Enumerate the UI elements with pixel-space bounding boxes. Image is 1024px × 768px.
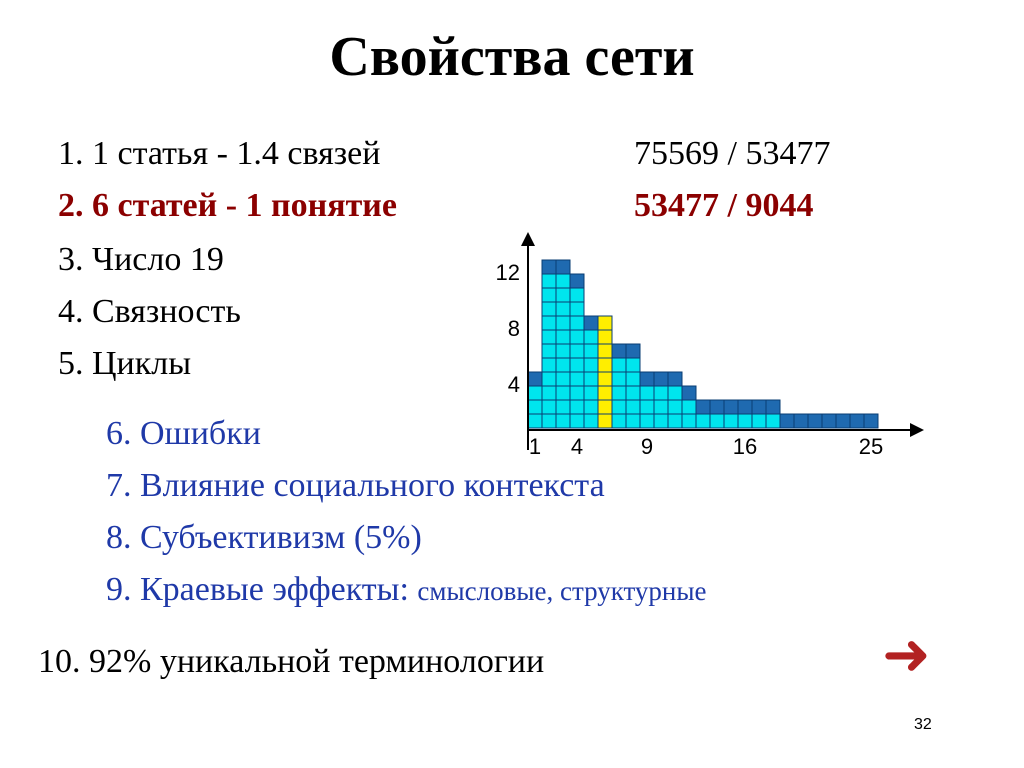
item-1-value: 75569 / 53477 xyxy=(634,135,831,172)
histogram-bar-24 xyxy=(850,414,864,428)
histogram-cell xyxy=(598,414,612,428)
list-item-5: 5. Циклы xyxy=(58,345,192,382)
histogram-cell xyxy=(724,400,738,414)
histogram-cell xyxy=(598,386,612,400)
histogram-cell xyxy=(584,358,598,372)
histogram-cell xyxy=(598,400,612,414)
histogram-cell xyxy=(654,414,668,428)
x-tick-label: 16 xyxy=(732,434,758,459)
histogram-bar-23 xyxy=(836,414,850,428)
list-item-10: 10. 92% уникальной терминологии xyxy=(38,643,545,680)
list-item-9-label: 9. Краевые эффекты: xyxy=(106,571,409,608)
list-item-1: 1. 1 статья - 1.4 связей xyxy=(58,135,381,172)
x-tick-label: 9 xyxy=(640,434,654,459)
histogram-cell xyxy=(626,386,640,400)
histogram-cell xyxy=(542,386,556,400)
histogram-cell xyxy=(654,386,668,400)
histogram-cell xyxy=(542,372,556,386)
histogram-cell xyxy=(808,414,822,428)
histogram-cell xyxy=(668,400,682,414)
list-item-4: 4. Связность xyxy=(58,293,241,330)
histogram-cell xyxy=(556,302,570,316)
histogram-cell xyxy=(640,400,654,414)
histogram-cell xyxy=(668,414,682,428)
histogram-cell xyxy=(570,400,584,414)
histogram-cell xyxy=(626,358,640,372)
histogram-cell xyxy=(570,316,584,330)
histogram-cell xyxy=(570,344,584,358)
list-item-6: 6. Ошибки xyxy=(106,415,261,452)
histogram-cell xyxy=(570,330,584,344)
histogram-cell xyxy=(696,414,710,428)
histogram-cell xyxy=(584,400,598,414)
histogram-cell xyxy=(570,358,584,372)
histogram-cell xyxy=(556,386,570,400)
histogram-cell xyxy=(556,372,570,386)
histogram-bar-6 xyxy=(598,316,612,428)
x-tick-label: 25 xyxy=(858,434,884,459)
histogram-cell xyxy=(556,358,570,372)
histogram-cell xyxy=(598,316,612,330)
histogram-bar-4 xyxy=(570,274,584,428)
histogram-bar-5 xyxy=(584,316,598,428)
histogram-cell xyxy=(584,386,598,400)
item-2-value: 53477 / 9044 xyxy=(634,187,814,224)
histogram-cell xyxy=(640,386,654,400)
histogram-cell xyxy=(584,414,598,428)
list-item-7: 7. Влияние социального контекста xyxy=(106,467,605,504)
histogram-cell xyxy=(640,372,654,386)
list-item-9-note: смысловые, структурные xyxy=(417,576,707,606)
x-tick-label: 4 xyxy=(570,434,584,459)
histogram-bar-13 xyxy=(696,400,710,428)
histogram-cell xyxy=(724,414,738,428)
histogram-cell xyxy=(542,260,556,274)
histogram-bar-19 xyxy=(780,414,794,428)
histogram-cell xyxy=(556,400,570,414)
slide-title: Свойства сети xyxy=(329,26,695,88)
histogram-bar-25 xyxy=(864,414,878,428)
histogram-cell xyxy=(542,302,556,316)
histogram-cell xyxy=(864,414,878,428)
list-item-9 xyxy=(106,570,707,611)
list-item-3: 3. Число 19 xyxy=(58,241,224,278)
histogram-cell xyxy=(528,372,542,386)
histogram-cell xyxy=(528,386,542,400)
histogram-cell xyxy=(780,414,794,428)
histogram-cell xyxy=(752,400,766,414)
histogram-cell xyxy=(738,400,752,414)
histogram-cell xyxy=(626,400,640,414)
histogram-bars xyxy=(528,260,878,428)
histogram-bar-15 xyxy=(724,400,738,428)
histogram-bar-16 xyxy=(738,400,752,428)
y-tick-label: 4 xyxy=(507,372,520,397)
histogram-cell xyxy=(612,344,626,358)
histogram-bar-17 xyxy=(752,400,766,428)
y-tick-label: 8 xyxy=(507,316,520,341)
histogram-cell xyxy=(850,414,864,428)
histogram-cell xyxy=(542,288,556,302)
histogram-bar-7 xyxy=(612,344,626,428)
histogram-cell xyxy=(696,400,710,414)
histogram-cell xyxy=(570,386,584,400)
histogram-cell xyxy=(570,288,584,302)
histogram-cell xyxy=(612,372,626,386)
histogram-cell xyxy=(570,372,584,386)
histogram-bar-18 xyxy=(766,400,780,428)
histogram-cell xyxy=(766,400,780,414)
histogram-cell xyxy=(682,414,696,428)
histogram-cell xyxy=(794,414,808,428)
y-axis-arrowhead xyxy=(521,232,535,246)
histogram-cell xyxy=(570,302,584,316)
histogram-cell xyxy=(654,372,668,386)
histogram-cell xyxy=(738,414,752,428)
histogram-cell xyxy=(556,330,570,344)
histogram-cell xyxy=(584,316,598,330)
histogram-bar-22 xyxy=(822,414,836,428)
histogram-cell xyxy=(626,414,640,428)
histogram-cell xyxy=(556,274,570,288)
histogram-bar-8 xyxy=(626,344,640,428)
histogram-bar-10 xyxy=(654,372,668,428)
histogram-cell xyxy=(612,414,626,428)
histogram-cell xyxy=(766,414,780,428)
list-item-8: 8. Субъективизм (5%) xyxy=(106,519,422,556)
histogram-cell xyxy=(710,400,724,414)
histogram-cell xyxy=(682,400,696,414)
histogram-cell xyxy=(598,372,612,386)
x-axis-arrowhead xyxy=(910,423,924,437)
histogram-cell xyxy=(612,386,626,400)
histogram-cell xyxy=(836,414,850,428)
histogram-cell xyxy=(752,414,766,428)
histogram-cell xyxy=(570,274,584,288)
y-tick-label: 12 xyxy=(495,260,520,285)
histogram-bar-3 xyxy=(556,260,570,428)
arrow-right-icon[interactable]: ➜ xyxy=(882,620,931,688)
histogram-cell xyxy=(612,400,626,414)
histogram-cell xyxy=(598,344,612,358)
x-tick-label: 1 xyxy=(528,434,542,459)
histogram-cell xyxy=(598,330,612,344)
histogram-cell xyxy=(556,414,570,428)
histogram-cell xyxy=(626,344,640,358)
list-item-2: 2. 6 статей - 1 понятие xyxy=(58,187,397,224)
histogram-cell xyxy=(626,372,640,386)
histogram-cell xyxy=(556,260,570,274)
histogram-cell xyxy=(542,400,556,414)
histogram-cell xyxy=(822,414,836,428)
histogram-cell xyxy=(584,344,598,358)
histogram-cell xyxy=(612,358,626,372)
page-number: 32 xyxy=(914,716,932,733)
histogram-bar-2 xyxy=(542,260,556,428)
histogram-cell xyxy=(542,316,556,330)
histogram-cell xyxy=(654,400,668,414)
histogram-cell xyxy=(598,358,612,372)
histogram-cell xyxy=(542,330,556,344)
histogram-cell xyxy=(556,288,570,302)
histogram-cell xyxy=(556,344,570,358)
histogram-bar-11 xyxy=(668,372,682,428)
histogram-bar-21 xyxy=(808,414,822,428)
histogram-cell xyxy=(668,386,682,400)
histogram-cell xyxy=(584,330,598,344)
histogram-bar-12 xyxy=(682,386,696,428)
histogram-bar-14 xyxy=(710,400,724,428)
histogram-cell xyxy=(640,414,654,428)
histogram-chart xyxy=(495,228,928,460)
histogram-cell xyxy=(556,316,570,330)
histogram-cell xyxy=(570,414,584,428)
histogram-cell xyxy=(710,414,724,428)
histogram-cell xyxy=(584,372,598,386)
histogram-cell xyxy=(542,414,556,428)
histogram-cell xyxy=(528,414,542,428)
histogram-cell xyxy=(542,344,556,358)
histogram-cell xyxy=(542,274,556,288)
histogram-cell xyxy=(528,400,542,414)
histogram-cell xyxy=(542,358,556,372)
histogram-cell xyxy=(682,386,696,400)
histogram-bar-9 xyxy=(640,372,654,428)
histogram-bar-20 xyxy=(794,414,808,428)
histogram-bar-1 xyxy=(528,372,542,428)
histogram-cell xyxy=(668,372,682,386)
